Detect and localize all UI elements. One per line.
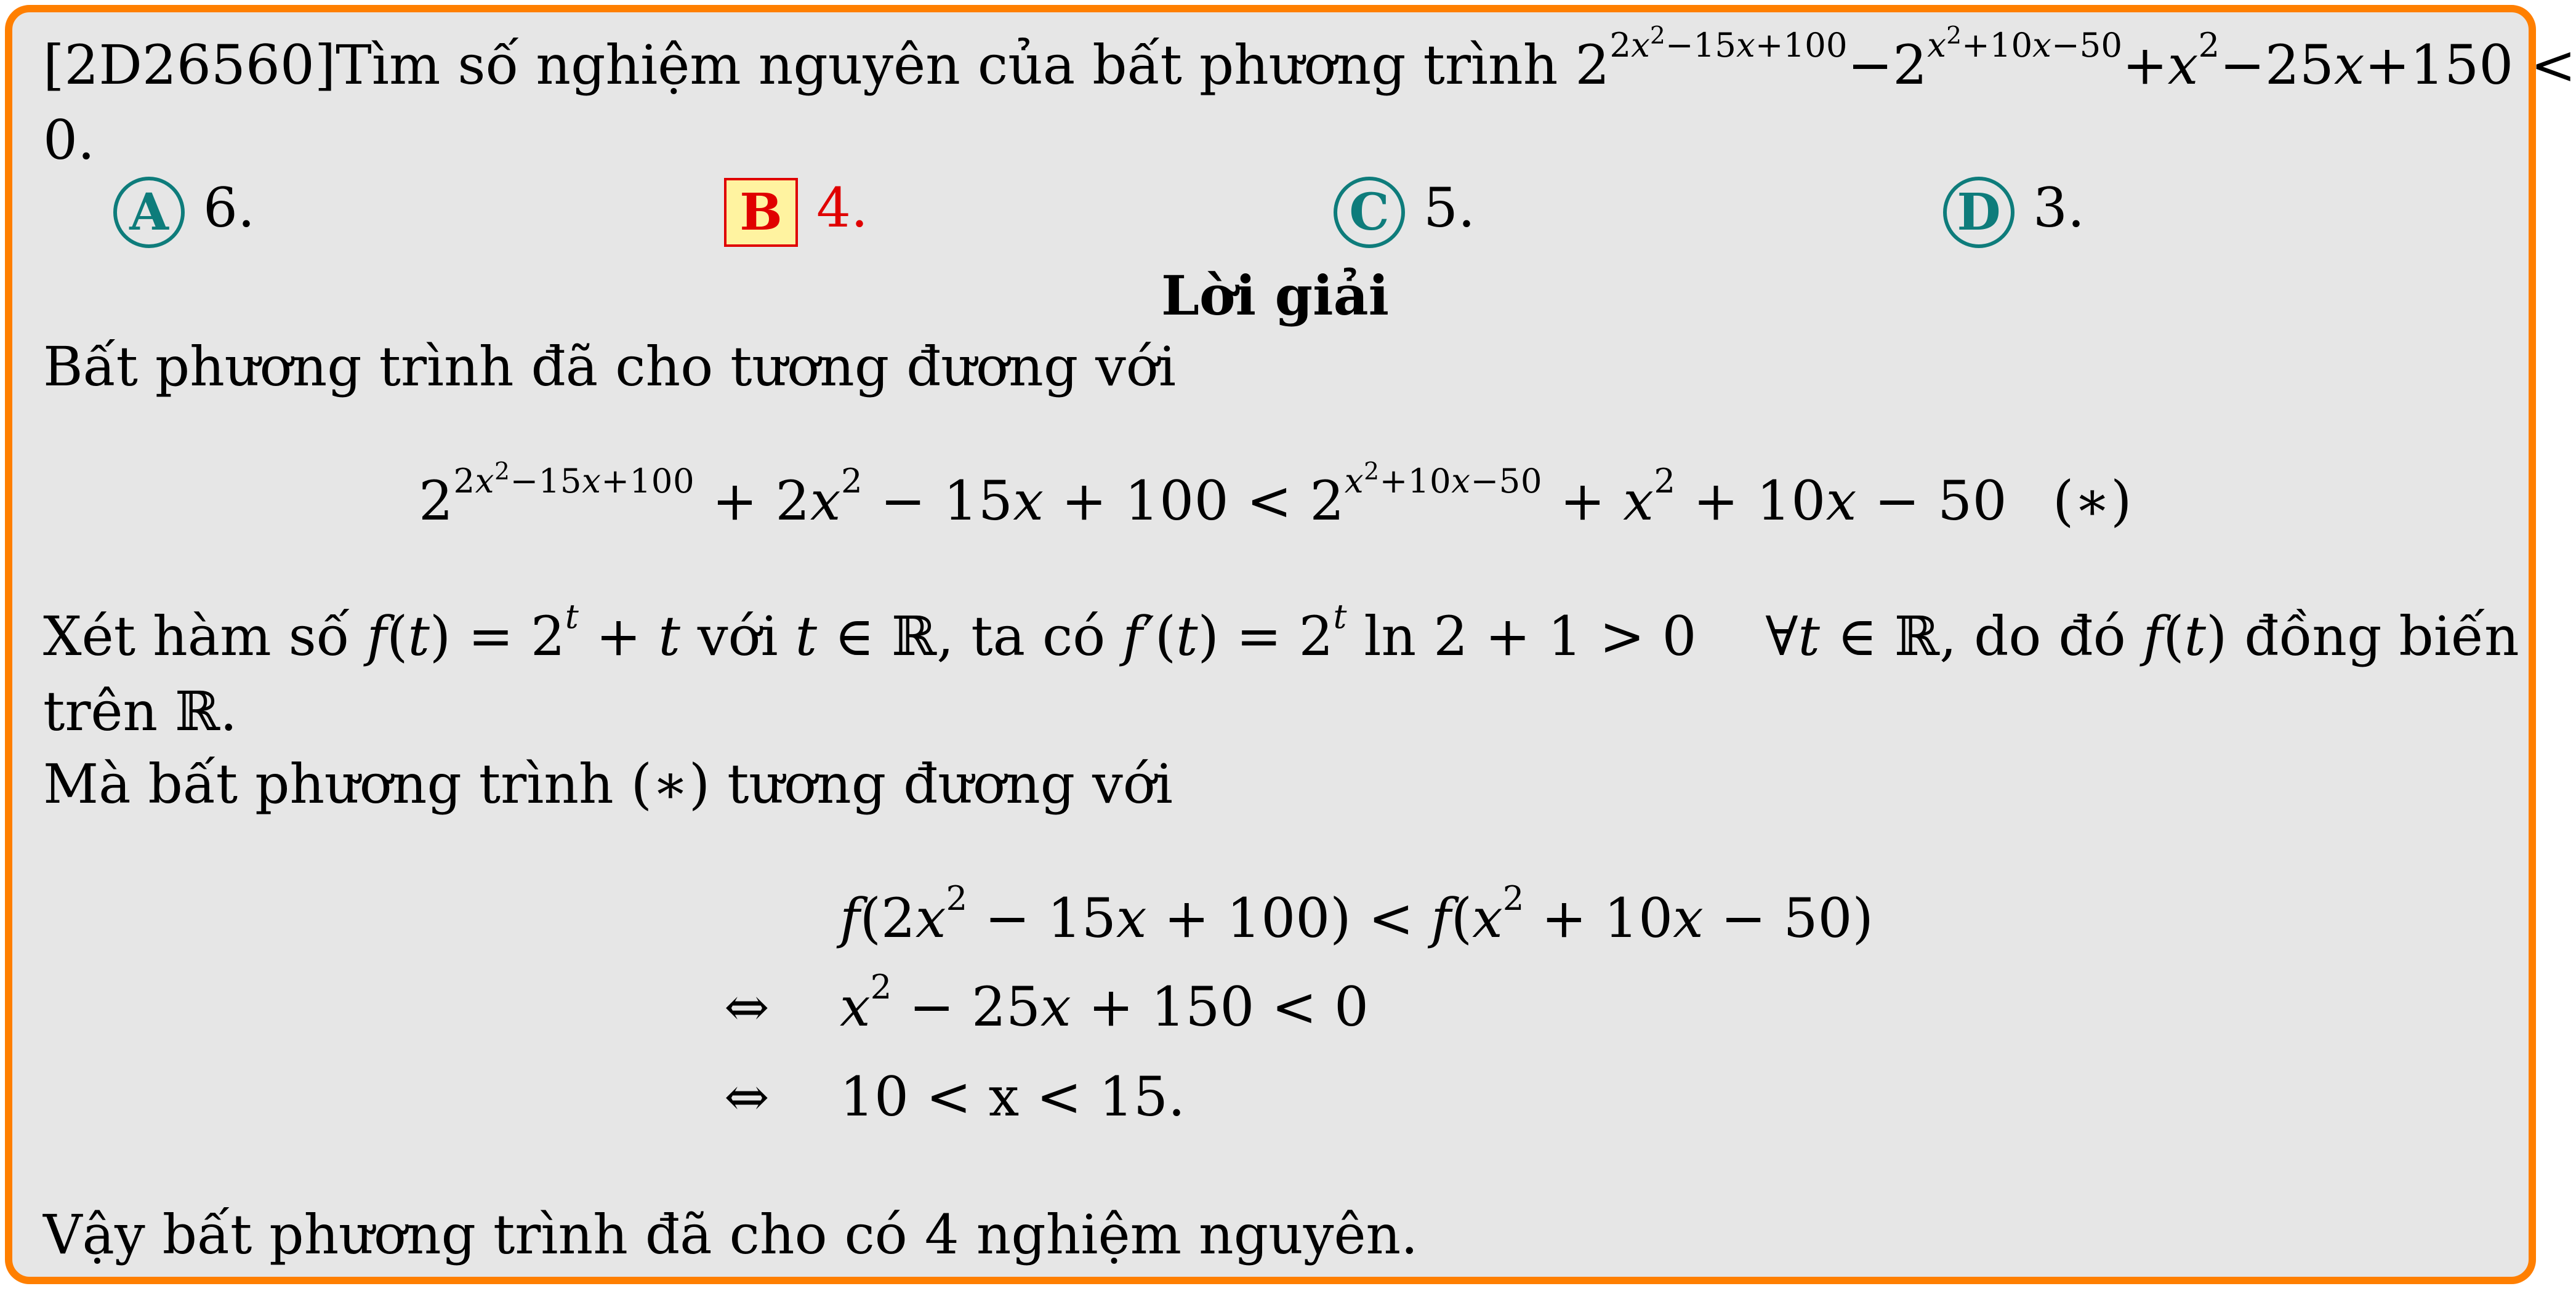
option-a[interactable] — [113, 176, 255, 248]
question-line-1: [2D26560]Tìm số nghiệm nguyên của bất phương trình $2^{2x^2-15x+100}-2^{x^2+10x-50}+x^2-25x+150$ < — [43, 22, 2576, 97]
solution-heading: Lời giải — [1161, 263, 1390, 328]
option-d-value: 3. — [2033, 176, 2085, 239]
align-row-3: 10 < x < 15. — [840, 1065, 1185, 1128]
display-equation-1: $2^{2x^2-15x+100} + 2x^2 - 15x + 100 < 2^{x^2+10x-50} + x^2 + 10x - 50$ — [419, 457, 2008, 532]
align-row-1: $f(2x^2 - 15x + 100) < f(x^2 + 10x - 50)$ — [840, 878, 1874, 950]
solution-line-1: Bất phương trình đã cho tương đương với — [43, 335, 1176, 398]
solution-conclusion: Vậy bất phương trình đã cho có 4 nghiệm nguyên. — [43, 1203, 1419, 1266]
option-b[interactable] — [724, 176, 868, 247]
equation-tag: (∗) — [2053, 469, 2132, 532]
solution-line-4: Mà bất phương trình (∗) tương đương với — [43, 752, 1173, 816]
option-b-value: 4. — [816, 176, 868, 239]
solution-line-3: trên ℝ. — [43, 680, 238, 743]
align-arrow-2: ⇔ — [724, 1065, 770, 1128]
question-line-2: 0. — [43, 108, 95, 172]
question-id: [2D26560] — [43, 33, 336, 97]
question-inequality: $2^{2x^2-15x+100}-2^{x^2+10x-50}+x^2-25x+150$ — [1575, 22, 2514, 97]
solution-line-2: Xét hàm số $f(t) = 2^t + t$ với t ∈ ℝ, ta có $f'(t) = 2^t$ ln 2 + 1 > 0 ∀t ∈ ℝ, do đó f(t) đồng biến — [43, 597, 2519, 668]
option-a-value: 6. — [203, 176, 255, 239]
option-b-marker: B — [724, 178, 798, 247]
option-c-marker: C — [1334, 177, 1405, 248]
align-row-2: $x^2 - 25x + 150 < 0$ — [840, 967, 1369, 1039]
align-arrow-1: ⇔ — [724, 975, 770, 1039]
option-a-marker: A — [113, 177, 185, 248]
option-d[interactable] — [1943, 176, 2085, 248]
option-c-value: 5. — [1423, 176, 1475, 239]
option-d-marker: D — [1943, 177, 2015, 248]
question-text: Tìm số nghiệm nguyên của bất phương trình — [336, 33, 1576, 97]
option-c[interactable] — [1334, 176, 1475, 248]
